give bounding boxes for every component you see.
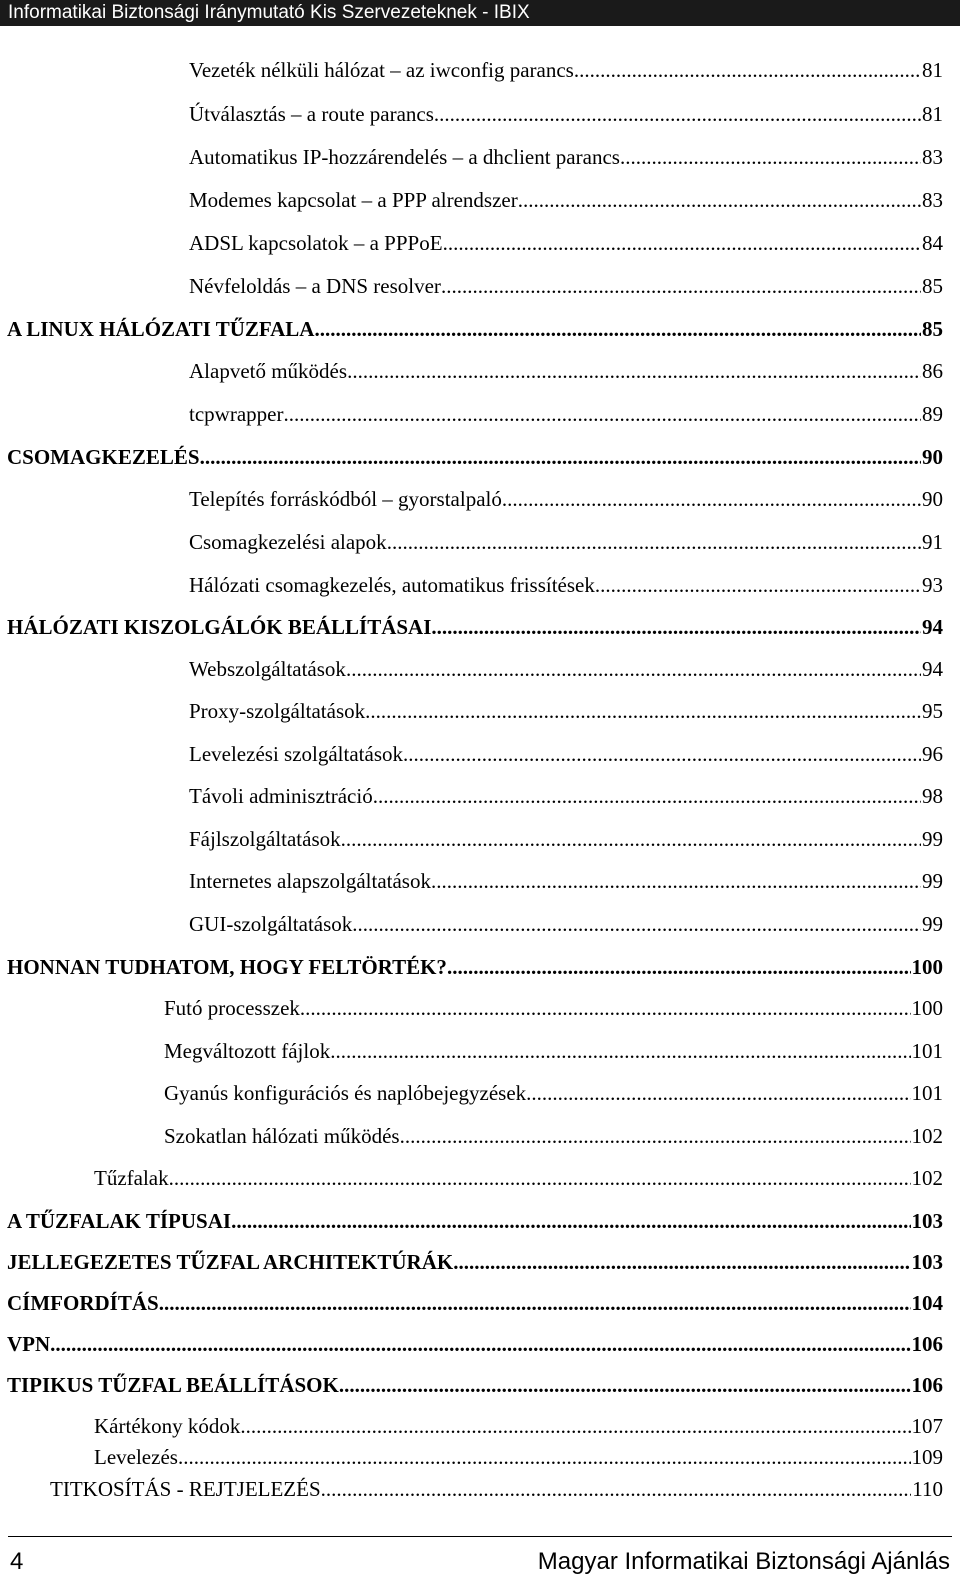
toc-dot-leader bbox=[300, 993, 911, 1023]
toc-entry-page: 101 bbox=[911, 1039, 943, 1063]
toc-entry[interactable] bbox=[94, 1163, 943, 1193]
toc-entry[interactable] bbox=[189, 484, 943, 514]
toc-entry-title: ADSL kapcsolatok – a PPPoE bbox=[189, 231, 443, 255]
toc-entry-page: 104 bbox=[911, 1291, 943, 1315]
toc-dot-leader bbox=[441, 271, 921, 301]
toc-entry-title: tcpwrapper bbox=[189, 402, 284, 426]
toc-entry-page: 86 bbox=[922, 359, 943, 383]
toc-dot-leader bbox=[240, 1411, 910, 1441]
toc-entry-title: HÁLÓZATI KISZOLGÁLÓK BEÁLLÍTÁSAI bbox=[7, 615, 432, 639]
toc-entry[interactable] bbox=[189, 185, 943, 215]
toc-entry-title: Névfeloldás – a DNS resolver bbox=[189, 274, 441, 298]
toc-entry-page: 99 bbox=[922, 827, 943, 851]
toc-dot-leader bbox=[321, 1474, 912, 1504]
toc-entry-page: 103 bbox=[911, 1209, 943, 1233]
toc-dot-leader bbox=[431, 612, 921, 642]
toc-entry-page: 102 bbox=[911, 1124, 943, 1148]
toc-entry-title: Proxy-szolgáltatások bbox=[189, 699, 366, 723]
toc-entry[interactable] bbox=[189, 271, 943, 301]
document-title: Informatikai Biztonsági Iránymutató Kis Szervezeteknek - IBIX bbox=[8, 2, 530, 23]
toc-entry[interactable] bbox=[189, 399, 943, 429]
toc-entry-title: Megváltozott fájlok bbox=[164, 1039, 331, 1063]
toc-entry-title: Automatikus IP-hozzárendelés – a dhclient parancs bbox=[189, 145, 620, 169]
toc-entry[interactable] bbox=[164, 1121, 943, 1151]
toc-dot-leader bbox=[50, 1329, 910, 1359]
toc-entry[interactable] bbox=[189, 824, 943, 854]
toc-dot-leader bbox=[200, 442, 921, 472]
toc-entry-title: Gyanús konfigurációs és naplóbejegyzések bbox=[164, 1081, 527, 1105]
toc-entry-page: 90 bbox=[922, 487, 943, 511]
toc-entry[interactable] bbox=[189, 781, 943, 811]
toc-entry-title: Levelezési szolgáltatások bbox=[189, 742, 403, 766]
toc-entry[interactable] bbox=[164, 993, 943, 1023]
toc-entry[interactable] bbox=[189, 55, 943, 85]
toc-entry-title: TIPIKUS TŰZFAL BEÁLLÍTÁSOK bbox=[7, 1373, 339, 1397]
toc-dot-leader bbox=[169, 1163, 911, 1193]
footer-divider bbox=[8, 1536, 952, 1537]
toc-entry[interactable] bbox=[189, 142, 943, 172]
toc-dot-leader bbox=[400, 1121, 911, 1151]
toc-dot-leader bbox=[434, 99, 921, 129]
toc-entry[interactable] bbox=[7, 1288, 943, 1318]
toc-entry-page: 106 bbox=[911, 1373, 943, 1397]
toc-entry-title: JELLEGEZETES TŰZFAL ARCHITEKTÚRÁK bbox=[7, 1250, 454, 1274]
toc-entry-page: 83 bbox=[922, 145, 943, 169]
toc-entry-page: 91 bbox=[922, 530, 943, 554]
toc-entry-page: 81 bbox=[922, 102, 943, 126]
toc-entry-title: GUI-szolgáltatások bbox=[189, 912, 353, 936]
toc-entry[interactable] bbox=[7, 1370, 943, 1400]
toc-dot-leader bbox=[574, 55, 921, 85]
toc-entry-title: Vezeték nélküli hálózat – az iwconfig parancs bbox=[189, 58, 574, 82]
toc-entry-title: Futó processzek bbox=[164, 996, 300, 1020]
toc-dot-leader bbox=[283, 399, 921, 429]
toc-entry-title: CÍMFORDÍTÁS bbox=[7, 1291, 159, 1315]
toc-entry-title: Távoli adminisztráció bbox=[189, 784, 373, 808]
toc-entry[interactable] bbox=[189, 356, 943, 386]
toc-entry-page: 85 bbox=[922, 317, 943, 341]
toc-entry-page: 85 bbox=[922, 274, 943, 298]
toc-entry[interactable] bbox=[189, 570, 943, 600]
toc-entry-page: 94 bbox=[922, 657, 943, 681]
toc-entry-title: Szokatlan hálózati működés bbox=[164, 1124, 400, 1148]
toc-entry[interactable] bbox=[94, 1411, 943, 1441]
toc-entry[interactable] bbox=[7, 314, 943, 344]
toc-dot-leader bbox=[403, 739, 921, 769]
toc-entry[interactable] bbox=[7, 442, 943, 472]
toc-entry[interactable] bbox=[7, 612, 943, 642]
toc-entry[interactable] bbox=[94, 1442, 943, 1472]
toc-entry-title: HONNAN TUDHATOM, HOGY FELTÖRTÉK? bbox=[7, 955, 447, 979]
toc-entry-page: 90 bbox=[922, 445, 943, 469]
toc-entry-page: 89 bbox=[922, 402, 943, 426]
toc-entry-page: 102 bbox=[911, 1166, 943, 1190]
toc-entry[interactable] bbox=[189, 99, 943, 129]
toc-entry-title: Csomagkezelési alapok bbox=[189, 530, 387, 554]
toc-entry-page: 103 bbox=[911, 1250, 943, 1274]
toc-entry-page: 83 bbox=[922, 188, 943, 212]
toc-dot-leader bbox=[620, 142, 921, 172]
toc-entry-page: 100 bbox=[911, 955, 943, 979]
toc-entry-title: Kártékony kódok bbox=[94, 1414, 241, 1438]
toc-entry-title: VPN bbox=[7, 1332, 51, 1356]
toc-dot-leader bbox=[159, 1288, 911, 1318]
toc-dot-leader bbox=[347, 356, 921, 386]
toc-entry[interactable] bbox=[189, 739, 943, 769]
toc-entry[interactable] bbox=[189, 228, 943, 258]
toc-entry[interactable] bbox=[7, 1247, 943, 1277]
toc-dot-leader bbox=[341, 824, 921, 854]
page-header bbox=[0, 0, 960, 26]
toc-entry-page: 94 bbox=[922, 615, 943, 639]
toc-entry-title: Hálózati csomagkezelés, automatikus frissítések bbox=[189, 573, 595, 597]
toc-dot-leader bbox=[330, 1036, 910, 1066]
toc-entry-title: CSOMAGKEZELÉS bbox=[7, 445, 200, 469]
toc-entry[interactable] bbox=[7, 1329, 943, 1359]
toc-entry[interactable] bbox=[189, 909, 943, 939]
toc-dot-leader bbox=[231, 1206, 910, 1236]
toc-entry[interactable] bbox=[164, 1036, 943, 1066]
toc-dot-leader bbox=[314, 314, 921, 344]
toc-dot-leader bbox=[443, 228, 921, 258]
toc-entry-page: 100 bbox=[911, 996, 943, 1020]
toc-entry-page: 81 bbox=[922, 58, 943, 82]
toc-entry-title: Útválasztás – a route parancs bbox=[189, 102, 434, 126]
toc-entry-title: Fájlszolgáltatások bbox=[189, 827, 341, 851]
toc-entry-page: 98 bbox=[922, 784, 943, 808]
toc-dot-leader bbox=[178, 1442, 911, 1472]
toc-entry[interactable] bbox=[189, 866, 943, 896]
toc-entry[interactable] bbox=[189, 654, 943, 684]
toc-entry-page: 99 bbox=[922, 869, 943, 893]
toc-entry-page: 109 bbox=[911, 1445, 943, 1469]
toc-entry-page: 95 bbox=[922, 699, 943, 723]
toc-dot-leader bbox=[387, 527, 921, 557]
toc-entry[interactable] bbox=[164, 1078, 943, 1108]
toc-dot-leader bbox=[373, 781, 921, 811]
toc-entry-title: A LINUX HÁLÓZATI TŰZFALA bbox=[7, 317, 315, 341]
toc-entry-page: 93 bbox=[922, 573, 943, 597]
toc-dot-leader bbox=[518, 185, 921, 215]
toc-entry[interactable] bbox=[50, 1474, 943, 1504]
toc-entry[interactable] bbox=[189, 527, 943, 557]
toc-dot-leader bbox=[352, 909, 921, 939]
toc-entry-page: 101 bbox=[911, 1081, 943, 1105]
toc-entry-title: Alapvető működés bbox=[189, 359, 348, 383]
toc-entry-page: 106 bbox=[911, 1332, 943, 1356]
toc-entry[interactable] bbox=[7, 952, 943, 982]
toc-dot-leader bbox=[526, 1078, 910, 1108]
toc-entry-page: 99 bbox=[922, 912, 943, 936]
toc-entry-title: A TŰZFALAK TÍPUSAI bbox=[7, 1209, 232, 1233]
toc-dot-leader bbox=[365, 696, 921, 726]
toc-dot-leader bbox=[339, 1370, 911, 1400]
toc-entry-page: 96 bbox=[922, 742, 943, 766]
footer-page-number: 4 bbox=[10, 1548, 24, 1575]
toc-dot-leader bbox=[431, 866, 921, 896]
toc-entry-page: 84 bbox=[922, 231, 943, 255]
footer-title: Magyar Informatikai Biztonsági Ajánlás bbox=[537, 1548, 950, 1575]
toc-entry-title: Webszolgáltatások bbox=[189, 657, 346, 681]
toc-entry-title: Levelezés bbox=[94, 1445, 178, 1469]
toc-entry[interactable] bbox=[7, 1206, 943, 1236]
toc-dot-leader bbox=[453, 1247, 910, 1277]
toc-dot-leader bbox=[346, 654, 921, 684]
toc-entry-title: TITKOSÍTÁS - REJTJELEZÉS bbox=[50, 1477, 321, 1501]
toc-entry[interactable] bbox=[189, 696, 943, 726]
toc-dot-leader bbox=[595, 570, 921, 600]
toc-entry-title: Tűzfalak bbox=[94, 1166, 169, 1190]
toc-entry-page: 107 bbox=[911, 1414, 943, 1438]
toc-dot-leader bbox=[502, 484, 921, 514]
toc-entry-title: Telepítés forráskódból – gyorstalpaló bbox=[189, 487, 502, 511]
toc-entry-title: Modemes kapcsolat – a PPP alrendszer bbox=[189, 188, 518, 212]
toc-entry-page: 110 bbox=[912, 1477, 943, 1501]
toc-entry-title: Internetes alapszolgáltatások bbox=[189, 869, 431, 893]
toc-dot-leader bbox=[447, 952, 911, 982]
